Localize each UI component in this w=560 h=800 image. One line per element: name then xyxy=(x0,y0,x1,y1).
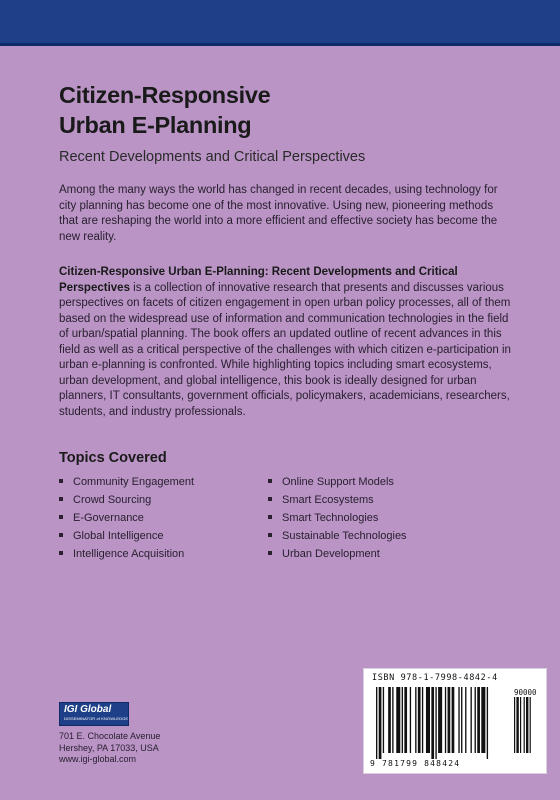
topic-item: E-Governance xyxy=(59,510,194,528)
bullet-icon xyxy=(59,515,63,519)
logo-tagline: DISSEMINATOR of KNOWLEDGE xyxy=(64,716,129,721)
barcode-addon-bar xyxy=(530,697,531,753)
barcode-bar xyxy=(410,687,411,753)
barcode-bar xyxy=(383,687,384,753)
barcode-addon-bar xyxy=(526,697,528,753)
address-city: Hershey, PA 17033, USA xyxy=(59,742,159,753)
barcode-bar xyxy=(402,687,403,753)
topic-item: Smart Ecosystems xyxy=(268,492,407,510)
price-code: 90000 xyxy=(514,688,537,697)
barcode-bar xyxy=(431,687,434,759)
isbn-label: ISBN 978-1-7998-4842-4 xyxy=(372,673,498,683)
barcode-bar xyxy=(471,687,472,753)
logo-main-text: IGI Global xyxy=(64,704,112,715)
barcode-addon-bar xyxy=(516,697,518,753)
bullet-icon xyxy=(268,515,272,519)
title-line-1: Citizen-Responsive xyxy=(59,82,271,108)
topic-item: Sustainable Technologies xyxy=(268,528,407,546)
bullet-icon xyxy=(268,479,272,483)
barcode-bar xyxy=(448,687,451,753)
description-paragraph xyxy=(59,265,511,420)
topic-item: Crowd Sourcing xyxy=(59,492,194,510)
barcode-bar xyxy=(392,687,393,753)
barcode-bar xyxy=(445,687,446,753)
publisher-website: www.igi-global.com xyxy=(59,754,137,764)
publisher-address xyxy=(59,731,160,766)
barcode-bar xyxy=(422,687,423,753)
book-title xyxy=(59,80,519,140)
topics-heading: Topics Covered xyxy=(59,450,167,466)
bullet-icon xyxy=(268,551,272,555)
barcode-bar xyxy=(458,687,459,753)
topics-list-left xyxy=(59,474,194,564)
topic-item: Intelligence Acquisition xyxy=(59,546,194,564)
barcode-bar xyxy=(388,687,391,753)
barcode-icon xyxy=(374,687,539,759)
barcode-bar xyxy=(418,687,421,753)
bullet-icon xyxy=(268,497,272,501)
topic-item: Global Intelligence xyxy=(59,528,194,546)
bullet-icon xyxy=(59,497,63,501)
top-color-band xyxy=(0,0,560,46)
barcode-panel xyxy=(363,668,547,774)
barcode-bar xyxy=(477,687,480,753)
barcode-bar xyxy=(452,687,455,753)
barcode-bar xyxy=(404,687,407,753)
barcode-addon-bar xyxy=(514,697,515,753)
bullet-icon xyxy=(59,551,63,555)
barcode-bar xyxy=(415,687,416,753)
barcode-addon-bar xyxy=(520,697,521,753)
book-subtitle: Recent Developments and Critical Perspectives xyxy=(59,149,366,165)
barcode-bar xyxy=(465,687,466,753)
igi-global-logo xyxy=(59,702,129,726)
title-line-2: Urban E-Planning xyxy=(59,112,252,138)
bullet-icon xyxy=(268,533,272,537)
topics-list-right xyxy=(268,474,407,564)
bullet-icon xyxy=(59,533,63,537)
topic-item: Urban Development xyxy=(268,546,407,564)
barcode-addon-bar xyxy=(524,697,525,753)
topic-item: Smart Technologies xyxy=(268,510,407,528)
barcode-bar xyxy=(461,687,462,753)
barcode-bar xyxy=(426,687,430,753)
barcode-bar xyxy=(438,687,442,753)
barcode-bar xyxy=(481,687,485,753)
topic-item: Community Engagement xyxy=(59,474,194,492)
intro-paragraph: Among the many ways the world has changed in recent decades, using technology for city planning has become one of the most innovative. Using new, pioneering methods that are reshaping the world into a more efficient and effective society has become the new reality. xyxy=(59,184,498,243)
description-bold-title: Citizen-Responsive Urban E-Planning: Recent Developments and Critical Perspectives xyxy=(59,266,458,294)
topic-item: Online Support Models xyxy=(268,474,407,492)
bullet-icon xyxy=(59,479,63,483)
barcode-bar xyxy=(396,687,400,753)
barcode-bar xyxy=(435,687,436,759)
barcode-bar xyxy=(487,687,488,759)
address-street: 701 E. Chocolate Avenue xyxy=(59,731,161,741)
barcode-digits: 9 781799 848424 xyxy=(370,759,461,768)
barcode-bar xyxy=(376,687,377,759)
barcode-bar xyxy=(379,687,382,759)
barcode-bar xyxy=(475,687,476,753)
description-body: is a collection of innovative research that presents and discusses various perspectives on facets of citizen engagement in open urban policy processes, all of them based on the widespread use of information and communication technologies in the field of urban/spatial planning. The book offers an updated outline of recent advances in this field as well as a critical perspective of the challenges with which citizen e-participation in urban e-planning is confronted. While highlighting topics including smart ecosystems, urban development, and global intelligence, this book is ideally designed for urban planners, IT consultants, government officials, policymakers, academicians, researchers, students, and industry professionals. xyxy=(59,281,511,418)
